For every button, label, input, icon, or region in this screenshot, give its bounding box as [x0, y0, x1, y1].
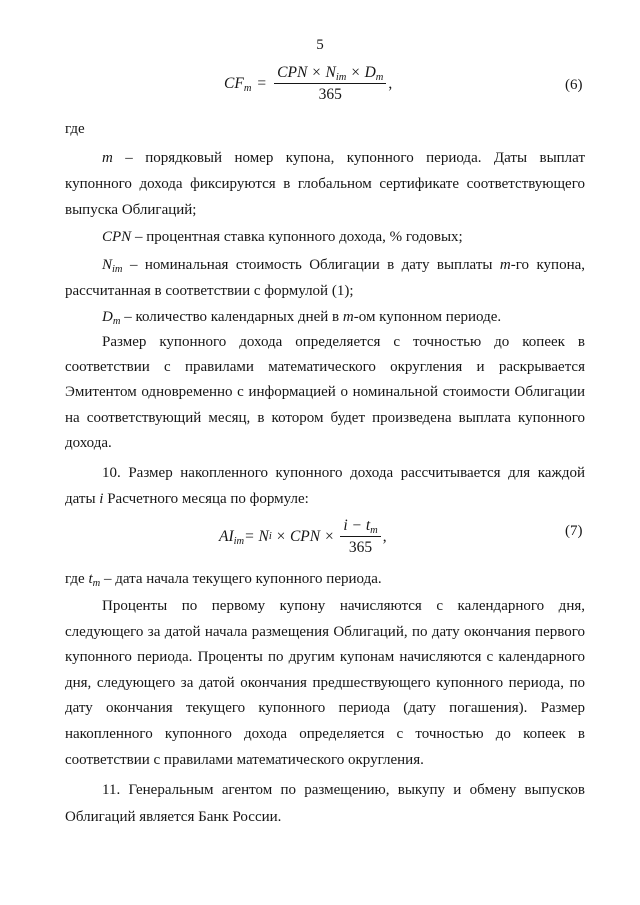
where-label: где: [65, 121, 85, 137]
definition-dm: $D_m$ – количество календарных дней в m-ом купонном периоде.: [102, 309, 502, 327]
definition-m: m – порядковый номер купона, купонного периода. Даты выплат купонного дохода фиксируются в глобальном сертификате соответствующего выпуска Облигаций;: [65, 150, 585, 218]
formula-7: $AI_{im}$ = N i × CPN × $\frac{i - t_m}{365}$ , (7): [219, 517, 583, 556]
paragraph-coupon-size: Размер купонного дохода определяется с точностью до копеек в соответствии с правилами математического округления и раскрывается Эмитентом одновременно с информацией о номинальной стоимости Облигации на соответствующий месяц, в котором будет произведена выплата купонного дохода.: [65, 334, 585, 451]
paragraph-interest: Проценты по первому купону начисляются с календарного дня, следующего за датой начала размещения Облигаций, по дату окончания первого купонного периода. Проценты по другим купонам начисляются с календарного дня, следующего за датой окончания предшествующего купонного периода, по дату окончания текущего купонного периода (дату погашения). Размер накопленного купонного дохода определяется с точностью до копеек в соответствии с правилами математического округления.: [65, 598, 585, 768]
paragraph-10: 10. Размер накопленного купонного дохода рассчитывается для каждой даты i Расчетного месяца по формуле:: [65, 465, 585, 507]
definition-nim: $N_{im}$ – номинальная стоимость Облигации в дату выплаты m-го купона, рассчитанная в соответствии с формулой (1);: [65, 257, 586, 299]
formula-6-fraction: $\frac{CPN \times N_{im} \times D_m}{365}$: [274, 64, 386, 103]
formula-7-fraction: $\frac{i - t_m}{365}$: [340, 517, 380, 556]
page-number: 5: [316, 37, 324, 53]
formula-6: $CF_m$ = $\frac{CPN \times N_{im} \times D_m}{365}$ , (6): [224, 64, 583, 103]
where-tm: где $t_m$ – дата начала текущего купонного периода.: [65, 571, 382, 589]
formula-7-number: (7): [565, 523, 583, 539]
paragraph-11: 11. Генеральным агентом по размещению, выкупу и обмену выпусков Облигаций является Банк России.: [65, 782, 585, 825]
definition-cpn: CPN – процентная ставка купонного дохода, % годовых;: [102, 229, 463, 245]
formula-6-number: (6): [565, 77, 583, 93]
formula-6-lhs: $CF_m$: [224, 74, 252, 94]
formula-7-lhs: $AI_{im}$: [219, 527, 245, 547]
